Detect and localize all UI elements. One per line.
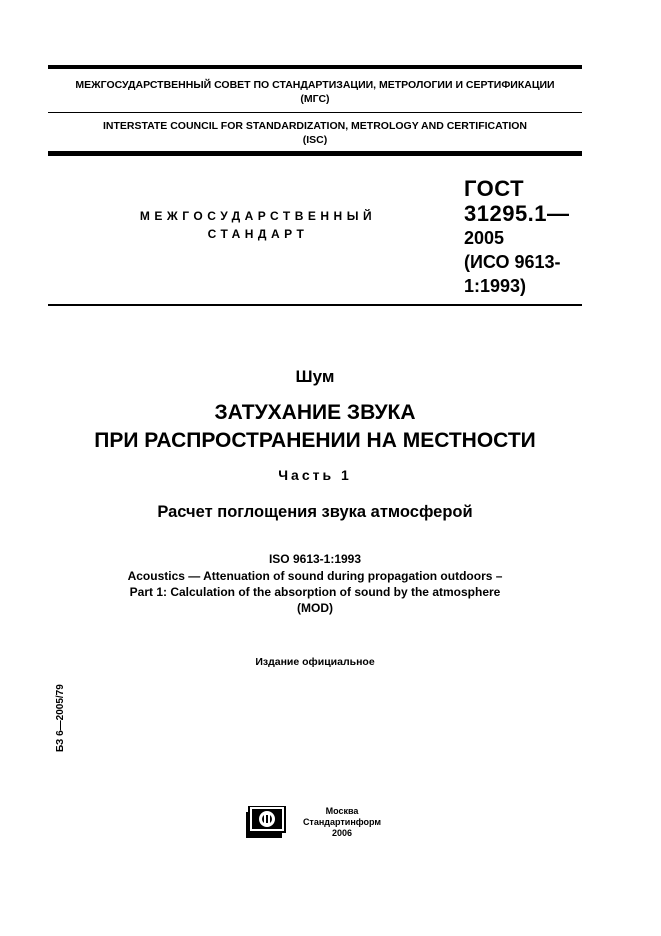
iso-ref-line2: 1:1993) (464, 276, 527, 296)
publisher-name: Стандартинформ (302, 817, 382, 827)
council-en (48, 119, 582, 147)
council-ru (48, 78, 582, 106)
council-en-abbr: (ISC) (302, 134, 328, 146)
part-number: Часть 1 (278, 467, 352, 483)
designation-rule (48, 304, 582, 306)
edition-note: Издание официальное (255, 656, 375, 668)
standard-kind-line2: СТАНДАРТ (207, 227, 309, 241)
main-title (48, 399, 582, 455)
main-title-line2: ПРИ РАСПРОСТРАНЕНИИ НА МЕСТНОСТИ (94, 429, 536, 452)
iso-title-line1: Acoustics — Attenuation of sound during propagation outdoors – (127, 569, 503, 583)
main-title-line1: ЗАТУХАНИЕ ЗВУКА (214, 401, 416, 424)
top-rule (48, 65, 582, 69)
council-en-name: INTERSTATE COUNCIL FOR STANDARDIZATION, METROLOGY AND CERTIFICATION (102, 120, 528, 132)
publisher (292, 806, 392, 839)
gost-year: 2005 (464, 228, 505, 248)
iso-title-line2: Part 1: Calculation of the absorption of sound by the atmosphere (129, 585, 501, 599)
iso-code: ISO 9613-1:1993 (268, 552, 362, 566)
publisher-city: Москва (325, 806, 359, 816)
iso-title-line3: (MOD) (297, 601, 333, 615)
gost-number: 31295.1— (464, 201, 570, 226)
subject: Шум (295, 367, 335, 386)
header-bottom-rule (48, 151, 582, 156)
gost-label: ГОСТ (464, 176, 525, 201)
standard-kind (118, 207, 398, 243)
standartinform-logo-icon (246, 806, 286, 838)
gost-designation (464, 176, 570, 298)
council-ru-abbr: (МГС) (300, 93, 330, 105)
side-code: БЗ 6—2005/79 (55, 684, 66, 752)
council-divider (48, 112, 582, 113)
iso-title (48, 568, 582, 616)
council-ru-name: МЕЖГОСУДАРСТВЕННЫЙ СОВЕТ ПО СТАНДАРТИЗАЦИИ, МЕТРОЛОГИИ И СЕРТИФИКАЦИИ (75, 79, 555, 91)
iso-ref-line1: (ИСО 9613- (464, 252, 561, 272)
standard-kind-line1: МЕЖГОСУДАРСТВЕННЫЙ (139, 209, 377, 223)
publisher-year: 2006 (331, 828, 353, 838)
part-title: Расчет поглощения звука атмосферой (157, 503, 473, 521)
